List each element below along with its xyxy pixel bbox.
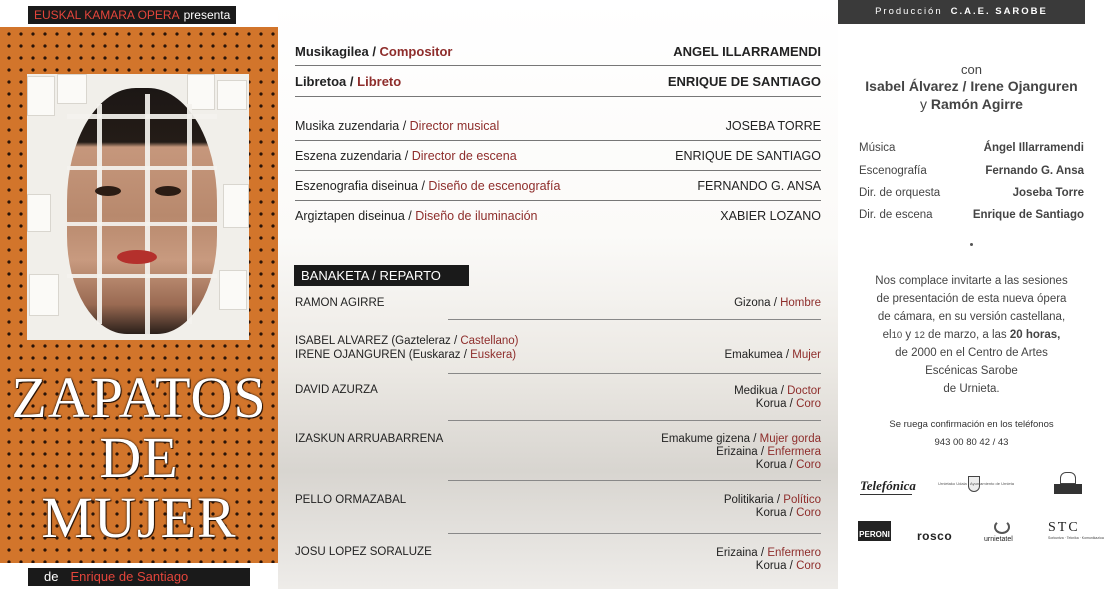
confirmation-note: Se ruega confirmación en los teléfonos bbox=[889, 419, 1054, 430]
collage-tile bbox=[217, 80, 247, 110]
divider bbox=[295, 200, 821, 201]
role-eu: Gizona bbox=[734, 297, 771, 309]
day: 10 bbox=[891, 330, 903, 341]
collage-strip bbox=[187, 104, 192, 324]
divider bbox=[448, 373, 821, 374]
credit-name: Enrique de Santiago bbox=[972, 209, 1084, 221]
credit-name: ANGEL ILLARRAMENDI bbox=[673, 44, 821, 59]
role-es: Mujer bbox=[792, 349, 821, 361]
crest-icon bbox=[1060, 472, 1076, 484]
day: 12 bbox=[914, 330, 925, 341]
poster-title bbox=[0, 365, 278, 550]
credit-role-es: Libreto bbox=[357, 74, 402, 89]
invite-text: de cámara, en su versión castellana, bbox=[877, 311, 1066, 323]
face bbox=[67, 88, 217, 334]
role-eu: Korua bbox=[755, 459, 787, 471]
divider bbox=[295, 96, 821, 97]
collage-tile bbox=[27, 194, 51, 232]
production-label: Producción bbox=[875, 6, 943, 17]
separator-dot bbox=[970, 243, 973, 246]
divider bbox=[448, 480, 821, 481]
invite-text: Nos complace invitarte a las sesiones bbox=[875, 275, 1068, 287]
divider bbox=[448, 319, 821, 320]
conjunction: y bbox=[920, 96, 928, 112]
cast-name: PELLO ORMAZABAL bbox=[295, 494, 407, 506]
role-es: Coro bbox=[796, 459, 821, 471]
peroni-logo: PERONI bbox=[858, 521, 891, 541]
cast-role: Gizona / Hombre bbox=[734, 297, 821, 309]
presenter-banner bbox=[28, 6, 236, 24]
credit-role-es: Diseño de iluminación bbox=[415, 209, 538, 223]
cast-name: ISABEL ALVAREZ bbox=[295, 335, 389, 347]
invite-text: de 2000 en el Centro de Artes bbox=[895, 347, 1048, 359]
cast-role: Korua / Coro bbox=[755, 560, 821, 572]
credit-label: Dir. de orquesta bbox=[859, 187, 941, 199]
role-es: Mujer gorda bbox=[759, 433, 821, 445]
role-eu: Korua bbox=[755, 560, 787, 572]
lang-es: Castellano) bbox=[460, 335, 519, 347]
credit-role-es: Compositor bbox=[379, 44, 453, 59]
lead-cast-line: Isabel Álvarez / Irene Ojanguren bbox=[865, 78, 1078, 94]
invite-text: de Urnieta. bbox=[943, 383, 1000, 395]
credits-panel: Musikagilea / Compositor ANGEL ILLARRAMENDI Libretoa / Libreto ENRIQUE DE SANTIAGO Musika zuzendaria / Director musical JOSEBA TORRE Eszena zuzendaria / Director de escena ENRIQUE DE SANTIAGO Eszenografia diseinua / Diseño de escenografía FERNANDO G. ANSA Argiztapen diseinua / Diseño de iluminación XABIER LOZANO BANAKETA / REPARTO RAMON AGIRRE Gizona / Hombre ISABEL ALVAREZ (Gazteleraz / Castellano) IRENE OJANGUREN (Euskaraz / Euskera) Emakumea / Mujer DAVID AZURZA Medikua / Doctor Korua / Coro IZASKUN ARRUABARRENA Emakume gizena / Mujer gorda Erizaina / Enfermera Korua / Coro PELLO ORMAZABAL Politikaria / Político Korua / Coro JOSU LOPEZ SORALUZE Erizaina / Enfermero Korua / Coro bbox=[278, 0, 838, 589]
role-es: Político bbox=[783, 494, 821, 506]
credit-label: Música bbox=[859, 142, 896, 154]
author-name: Enrique de Santiago bbox=[70, 569, 189, 584]
urnieta-mark-icon bbox=[994, 520, 1010, 534]
author-prefix: de bbox=[44, 569, 59, 584]
collage-strip bbox=[67, 274, 217, 278]
credit-role-es: Diseño de escenografía bbox=[428, 179, 561, 193]
collage-tile bbox=[29, 274, 59, 316]
cast-role: Korua / Coro bbox=[755, 398, 821, 410]
role-eu: Korua bbox=[755, 398, 787, 410]
credit-role-eu: Eszena zuzendaria bbox=[295, 149, 402, 163]
lang-eu: (Gazteleraz bbox=[391, 335, 451, 347]
cast-role: Emakume gizena / Mujer gorda bbox=[661, 433, 821, 445]
left-eye bbox=[95, 186, 121, 196]
invite-date-line bbox=[838, 328, 1105, 343]
credit-name: Joseba Torre bbox=[1012, 187, 1084, 199]
cast-name: JOSU LOPEZ SORALUZE bbox=[295, 546, 432, 558]
collage-tile bbox=[223, 184, 249, 228]
author-banner bbox=[28, 568, 250, 586]
role-eu: Emakumea bbox=[724, 349, 783, 361]
cast-role: Medikua / Doctor bbox=[734, 385, 821, 397]
divider bbox=[295, 170, 821, 171]
cast-role: Korua / Coro bbox=[755, 459, 821, 471]
cast-role: Erizaina / Enfermera bbox=[716, 446, 821, 458]
invite-text: Escénicas Sarobe bbox=[925, 365, 1018, 377]
credit-name: Ángel Illarramendi bbox=[983, 142, 1084, 154]
title-line-2: DE MUJER bbox=[41, 425, 237, 550]
production-banner bbox=[838, 0, 1085, 24]
divider bbox=[448, 420, 821, 421]
cast-name: IRENE OJANGUREN bbox=[295, 349, 406, 361]
hour: 20 horas, bbox=[1009, 329, 1061, 341]
cast-role: Politikaria / Político bbox=[723, 494, 821, 506]
role-eu: Korua bbox=[755, 507, 787, 519]
role-es: Coro bbox=[796, 398, 821, 410]
invite-text: de presentación de esta nueva ópera bbox=[876, 293, 1067, 305]
town-crest-logo bbox=[938, 476, 1016, 498]
divider bbox=[448, 533, 821, 534]
credit-name: XABIER LOZANO bbox=[720, 209, 821, 223]
credit-label: Dir. de escena bbox=[859, 209, 933, 221]
crest-text: Urnietako Udala · Ayuntamiento de Urnieta bbox=[938, 481, 1014, 486]
role-es: Enfermera bbox=[767, 446, 821, 458]
invitation-panel bbox=[838, 0, 1105, 589]
role-eu: Politikaria bbox=[723, 494, 774, 506]
collage-tile bbox=[57, 74, 87, 104]
collage-strip bbox=[67, 166, 217, 170]
logo-bar bbox=[1054, 484, 1082, 494]
credit-role-eu: Libretoa bbox=[295, 74, 347, 89]
cast-name-line: IRENE OJANGUREN (Euskaraz / Euskera) bbox=[295, 349, 517, 361]
cast-heading: BANAKETA / REPARTO bbox=[294, 265, 469, 286]
presents-label: presenta bbox=[183, 8, 231, 22]
production-company: C.A.E. SAROBE bbox=[950, 6, 1048, 17]
role-es: Doctor bbox=[787, 385, 821, 397]
collage-tile bbox=[27, 76, 55, 116]
title-line-1: ZAPATOS bbox=[11, 365, 267, 430]
credit-role-eu: Argiztapen diseinua bbox=[295, 209, 405, 223]
collage-strip bbox=[145, 94, 150, 334]
cast-role: Emakumea / Mujer bbox=[724, 349, 821, 361]
divider bbox=[295, 65, 821, 66]
poster-panel bbox=[0, 0, 278, 589]
credit-role-es: Director de escena bbox=[411, 149, 517, 163]
urnietatel-logo: urnietatel bbox=[984, 536, 1013, 543]
text: y bbox=[902, 329, 915, 341]
credit-label: Escenografía bbox=[859, 165, 927, 177]
credit-name: ENRIQUE DE SANTIAGO bbox=[675, 149, 821, 163]
role-es: Coro bbox=[796, 560, 821, 572]
role-eu: Erizaina bbox=[716, 446, 758, 458]
lead-name: Ramón Agirre bbox=[930, 96, 1023, 112]
lead-cast-line-2 bbox=[838, 96, 1105, 112]
credit-role-eu: Musika zuzendaria bbox=[295, 119, 400, 133]
credit-name: FERNANDO G. ANSA bbox=[697, 179, 821, 193]
stc-subtitle: Sorkuntza · Teknika · Komunikazioa bbox=[1048, 536, 1104, 540]
role-es: Hombre bbox=[780, 297, 821, 309]
collage-portrait bbox=[27, 74, 249, 340]
credit-name: JOSEBA TORRE bbox=[725, 119, 821, 133]
collage-strip bbox=[67, 222, 217, 226]
phone-numbers: 943 00 80 42 / 43 bbox=[934, 437, 1009, 448]
text: el bbox=[882, 329, 892, 341]
con-label: con bbox=[961, 62, 982, 77]
lang-eu: (Euskaraz bbox=[408, 349, 461, 361]
mouth bbox=[117, 250, 157, 264]
diputacion-logo bbox=[1050, 470, 1086, 500]
role-es: Enfermero bbox=[767, 547, 821, 559]
credit-name: Fernando G. Ansa bbox=[985, 165, 1084, 177]
rosco-logo: rosco bbox=[917, 529, 953, 543]
cast-role: Erizaina / Enfermero bbox=[716, 547, 821, 559]
collage-strip bbox=[67, 114, 217, 119]
right-eye bbox=[155, 186, 181, 196]
divider bbox=[295, 140, 821, 141]
telefonica-logo: Telefónica bbox=[860, 478, 916, 493]
cast-name-line: ISABEL ALVAREZ (Gazteleraz / Castellano) bbox=[295, 335, 519, 347]
cast-role: Korua / Coro bbox=[755, 507, 821, 519]
credit-role-eu: Musikagilea bbox=[295, 44, 369, 59]
role-eu: Emakume gizena bbox=[661, 433, 751, 445]
text: de marzo, a las bbox=[924, 329, 1010, 341]
credit-role-es: Director musical bbox=[409, 119, 500, 133]
credit-role-eu: Eszenografia diseinua bbox=[295, 179, 418, 193]
company-name: EUSKAL KAMARA OPERA bbox=[34, 8, 180, 22]
logo-underline bbox=[860, 494, 912, 495]
stc-logo: STC bbox=[1048, 520, 1080, 535]
lang-es: Euskera) bbox=[470, 349, 517, 361]
credit-name: ENRIQUE DE SANTIAGO bbox=[667, 74, 821, 89]
cast-name: IZASKUN ARRUABARRENA bbox=[295, 433, 444, 445]
role-es: Coro bbox=[796, 507, 821, 519]
collage-strip bbox=[97, 104, 102, 324]
role-eu: Medikua bbox=[734, 385, 778, 397]
collage-tile bbox=[219, 270, 247, 310]
cast-name: DAVID AZURZA bbox=[295, 384, 378, 396]
cast-name: RAMON AGIRRE bbox=[295, 297, 385, 309]
role-eu: Erizaina bbox=[716, 547, 758, 559]
